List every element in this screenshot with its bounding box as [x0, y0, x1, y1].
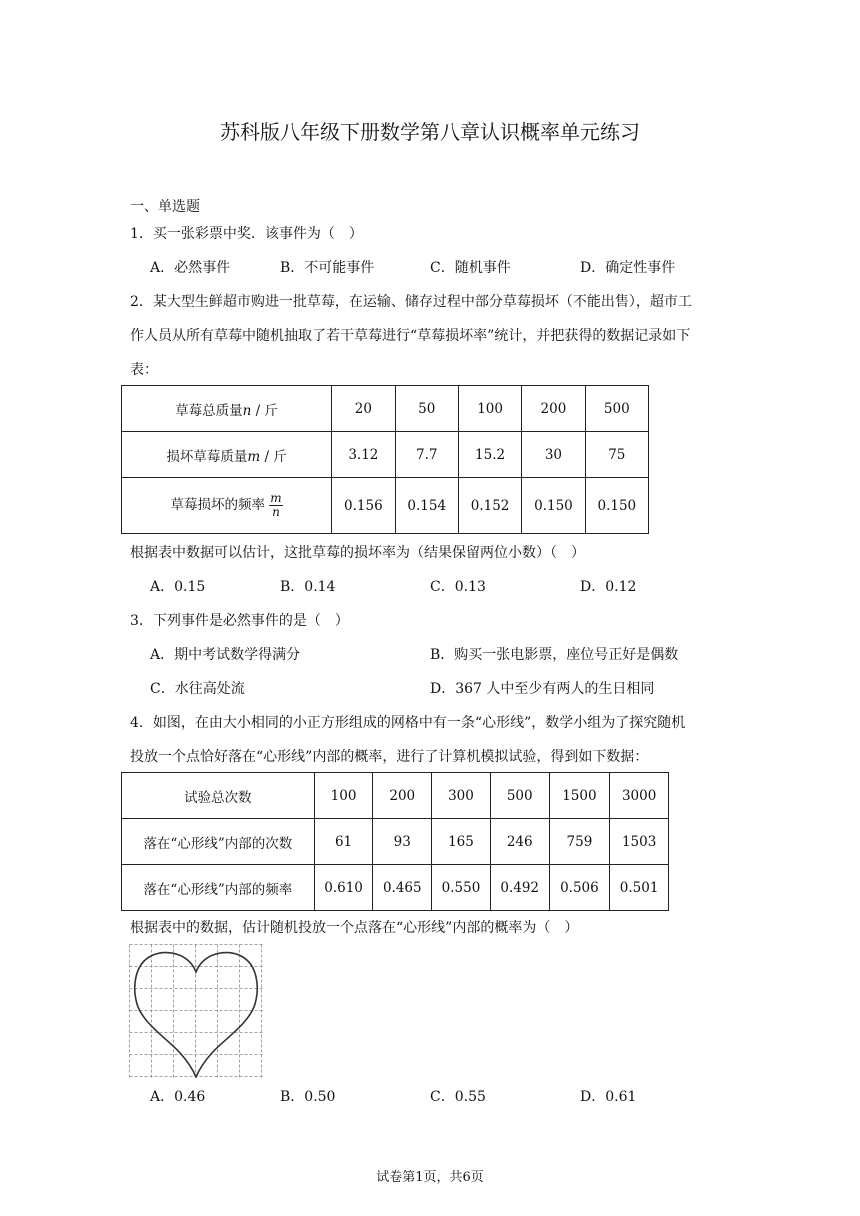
- table-row: [122, 478, 649, 534]
- q2-stem-line-3: 表：: [130, 362, 158, 378]
- heart-curve: [135, 953, 257, 1077]
- q3-stem: 3．下列事件是必然事件的是（ ）: [130, 613, 349, 629]
- table-row: [122, 773, 669, 819]
- table-row: [122, 432, 649, 478]
- table-cell: 3000: [610, 773, 669, 819]
- table-cell: 100: [314, 773, 373, 819]
- table-cell: 0.156: [332, 478, 395, 534]
- strawberry-table: [121, 385, 649, 534]
- table-cell: 0.465: [373, 865, 432, 911]
- q2-option-c: C．0.13: [430, 579, 486, 595]
- fraction-numerator: m: [270, 491, 282, 505]
- table-cell: 100: [458, 386, 521, 432]
- q3-option-b: B．购买一张电影票，座位号正好是偶数: [430, 647, 679, 663]
- table-cell: 0.550: [432, 865, 491, 911]
- table-cell: 61: [314, 819, 373, 865]
- q2-question: 根据表中数据可以估计，这批草莓的损坏率为（结果保留两位小数）（ ）: [130, 545, 585, 561]
- table-cell: 500: [490, 773, 549, 819]
- var-m: m: [247, 448, 261, 465]
- row-label-inside-count: 落在“心形线”内部的次数: [122, 819, 315, 865]
- table-cell: 20: [332, 386, 395, 432]
- row-label-frequency: [122, 478, 332, 534]
- table-cell: 0.506: [549, 865, 610, 911]
- q4-option-a: A．0.46: [150, 1089, 206, 1105]
- table-cell: 0.492: [490, 865, 549, 911]
- table-cell: 300: [432, 773, 491, 819]
- q3-option-c: C．水往高处流: [150, 681, 245, 697]
- q4-option-c: C．0.55: [430, 1089, 486, 1105]
- row-label-damaged: [122, 432, 332, 478]
- fraction-m-over-n: [269, 492, 282, 519]
- table-cell: 0.610: [314, 865, 373, 911]
- page-title: 苏科版八年级下册数学第八章认识概率单元练习: [220, 120, 640, 144]
- label-text: 损坏草莓质量: [166, 448, 248, 465]
- row-label-inside-frequency: 落在“心形线”内部的频率: [122, 865, 315, 911]
- q2-stem-line-1: 2．某大型生鲜超市购进一批草莓，在运输、储存过程中部分草莓损坏（不能出售），超市工: [130, 294, 692, 310]
- table-cell: 0.150: [585, 478, 648, 534]
- q2-option-b: B．0.14: [280, 579, 336, 595]
- unit-text: / 斤: [260, 448, 287, 465]
- table-cell: 0.150: [522, 478, 585, 534]
- q2-stem-line-2: 作人员从所有草莓中随机抽取了若干草莓进行“草莓损坏率”统计，并把获得的数据记录如下: [130, 328, 691, 344]
- table-cell: 30: [522, 432, 585, 478]
- table-cell: 200: [522, 386, 585, 432]
- dashed-grid: [130, 945, 263, 1078]
- q1-option-d: D．确定性事件: [580, 260, 676, 276]
- table-cell: 0.154: [395, 478, 458, 534]
- table-cell: 50: [395, 386, 458, 432]
- label-text: 草莓总质量: [175, 402, 243, 419]
- table-cell: 246: [490, 819, 549, 865]
- q4-option-d: D．0.61: [580, 1089, 637, 1105]
- table-row: [122, 386, 649, 432]
- table-cell: 75: [585, 432, 648, 478]
- section-heading: 一、单选题: [130, 199, 200, 215]
- table-cell: 0.501: [610, 865, 669, 911]
- q3-option-d: D．367 人中至少有两人的生日相同: [430, 681, 655, 697]
- q1-stem: 1．买一张彩票中奖．该事件为（ ）: [130, 226, 363, 242]
- heart-grid-figure: [129, 944, 263, 1078]
- page-footer: 试卷第1页，共6页: [376, 1170, 484, 1185]
- table-cell: 200: [373, 773, 432, 819]
- q2-option-d: D．0.12: [580, 579, 637, 595]
- var-n: n: [242, 402, 252, 419]
- q4-question: 根据表中的数据，估计随机投放一个点落在“心形线”内部的概率为（ ）: [130, 920, 579, 936]
- table-cell: 1503: [610, 819, 669, 865]
- row-label-trials: 试验总次数: [122, 773, 315, 819]
- q1-option-b: B．不可能事件: [280, 260, 375, 276]
- q4-stem-line-1: 4．如图，在由大小相同的小正方形组成的网格中有一条“心形线”，数学小组为了探究随机: [130, 715, 686, 731]
- q2-option-a: A．0.15: [150, 579, 206, 595]
- table-cell: 0.152: [458, 478, 521, 534]
- table-cell: 500: [585, 386, 648, 432]
- unit-text: / 斤: [251, 402, 279, 419]
- table-cell: 7.7: [395, 432, 458, 478]
- table-cell: 165: [432, 819, 491, 865]
- table-row: [122, 865, 669, 911]
- simulation-table: [121, 772, 669, 911]
- q1-option-c: C．随机事件: [430, 260, 511, 276]
- label-text: 草莓损坏的频率: [170, 497, 265, 513]
- table-cell: 3.12: [332, 432, 395, 478]
- row-label-total: [122, 386, 332, 432]
- table-cell: 93: [373, 819, 432, 865]
- q1-option-a: A．必然事件: [150, 260, 231, 276]
- q3-option-a: A．期中考试数学得满分: [150, 647, 301, 663]
- table-row: [122, 819, 669, 865]
- table-cell: 1500: [549, 773, 610, 819]
- table-cell: 759: [549, 819, 610, 865]
- table-cell: 15.2: [458, 432, 521, 478]
- fraction-denominator: n: [272, 505, 280, 519]
- q4-option-b: B．0.50: [280, 1089, 336, 1105]
- q4-stem-line-2: 投放一个点恰好落在“心形线”内部的概率，进行了计算机模拟试验，得到如下数据：: [130, 749, 649, 765]
